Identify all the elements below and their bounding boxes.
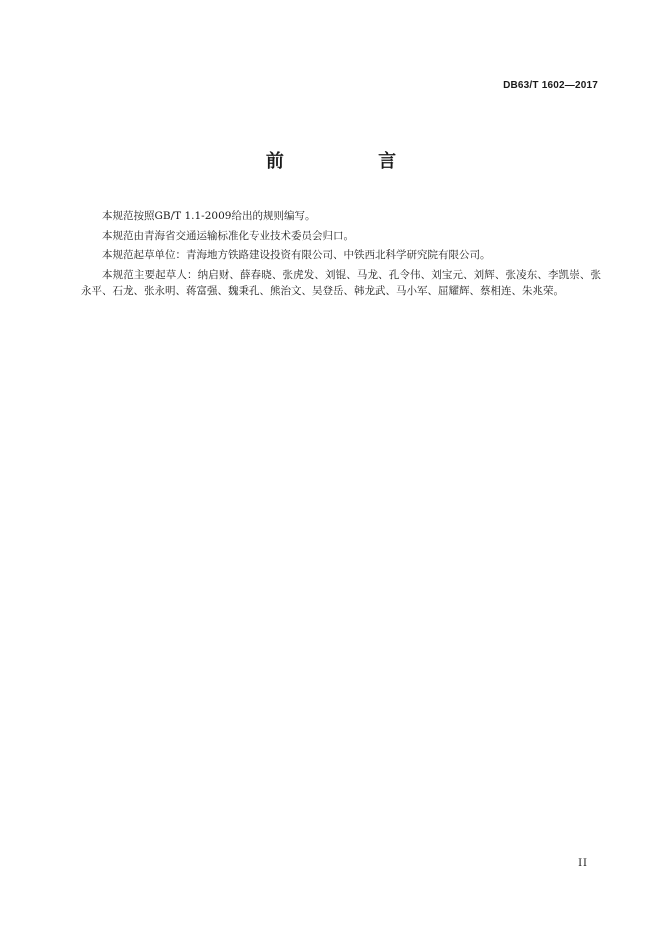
paragraph-principal-drafters: 本规范主要起草人：纳启财、薛春晓、张虎发、刘锟、马龙、孔令伟、刘宝元、刘辉、张凌东、李凯崇、张永平、石龙、张永明、蒋富强、魏秉孔、熊治文、吴登岳、韩龙武、马小军、屈耀辉、蔡相连、朱兆荣。 — [81, 268, 601, 297]
page-number: II — [578, 858, 588, 869]
paragraph-responsible-committee: 本规范由青海省交通运输标准化专业技术委员会归口。 — [102, 229, 354, 242]
document-code: DB63/T 1602—2017 — [503, 80, 598, 91]
paragraph-drafting-rules: 本规范按照GB/T 1.1-2009给出的规则编写。 — [102, 210, 316, 222]
page-title: 前 言 — [265, 151, 441, 172]
foreword-body — [81, 208, 601, 300]
paragraph-drafting-organizations: 本规范起草单位：青海地方铁路建设投资有限公司、中铁西北科学研究院有限公司。 — [102, 249, 491, 261]
